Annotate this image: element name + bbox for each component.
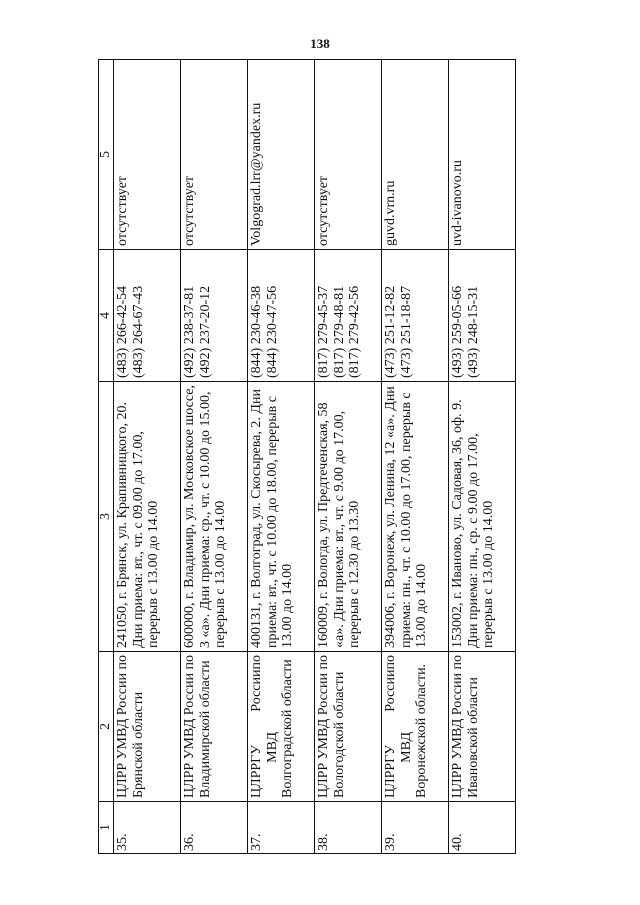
- org-word: ЦЛРР: [383, 762, 398, 798]
- column-header: 4: [99, 250, 114, 382]
- org-word: России: [182, 672, 197, 716]
- org-word: по: [249, 655, 264, 670]
- org-word: России: [316, 672, 331, 716]
- contact-table: [98, 59, 516, 854]
- org-word: России: [249, 669, 264, 712]
- site-cell: Volgograd.lrr@yandex.ru: [248, 60, 315, 250]
- site-cell: отсутствует: [181, 60, 248, 250]
- org-word: ЦЛРР: [182, 762, 197, 798]
- org-word: России: [115, 672, 130, 716]
- phone-cell: (483) 266-42-54 (483) 264-67-43: [114, 250, 181, 382]
- phone-cell: (473) 251-12-82 (473) 251-18-87: [382, 250, 449, 382]
- org-region: Ивановской области: [465, 677, 481, 798]
- org-region: Волгоградской области: [280, 659, 296, 798]
- rotated-table-wrapper: [98, 60, 500, 854]
- org-word: УМВД: [182, 718, 197, 760]
- phone-cell: (492) 238-37-81 (492) 237-20-12: [181, 250, 248, 382]
- table-row: [449, 60, 516, 854]
- site-cell: guvd.vrn.ru: [382, 60, 449, 250]
- org-word: ЦЛРР: [249, 762, 264, 798]
- organization-cell: [181, 652, 248, 802]
- org-word: по: [316, 655, 331, 670]
- org-word: России: [383, 669, 398, 712]
- org-word: ЦЛРР: [316, 762, 331, 798]
- table-row: [315, 60, 382, 854]
- row-number: 39.: [382, 802, 449, 854]
- row-number: 36.: [181, 802, 248, 854]
- address-cell: 600000, г. Владимир, ул. Московское шоссе, 3 «а». Дни приема: ср., чт. с 10.00 до 15.00, перерыв с 13.00 до 14.00: [181, 382, 248, 652]
- org-word: по: [182, 655, 197, 670]
- org-region: Воронежской области.: [414, 663, 430, 798]
- address-cell: 241050, г. Брянск, ул. Крапивницкого, 20. Дни приема: вт., чт. с 09.00 до 17.00, перерыв с 13.00 до 14.00: [114, 382, 181, 652]
- organization-cell: [315, 652, 382, 802]
- org-word: России: [450, 672, 465, 716]
- address-cell: 153002, г. Иваново, ул. Садовая, 36, оф. 9. Дни приема: пн., ср. с 9.00 до 17.00, перерыв с 13.00 до 14.00: [449, 382, 516, 652]
- row-number: 37.: [248, 802, 315, 854]
- address-cell: 394006, г. Воронеж, ул. Ленина, 12 «а». Дни приема: пн., чт. с 10.00 до 17.00, перерыв с 13.00 до 14.00: [382, 382, 449, 652]
- column-header: 5: [99, 60, 114, 250]
- table-row: [181, 60, 248, 854]
- header-row: [99, 60, 114, 854]
- organization-cell: [382, 652, 449, 802]
- table-row: [248, 60, 315, 854]
- row-number: 40.: [449, 802, 516, 854]
- row-number: 38.: [315, 802, 382, 854]
- org-word: УМВД: [115, 718, 130, 760]
- organization-cell: [248, 652, 315, 802]
- org-word: ГУ МВД: [383, 732, 414, 763]
- site-cell: отсутствует: [114, 60, 181, 250]
- column-header: 1: [99, 802, 114, 854]
- site-cell: отсутствует: [315, 60, 382, 250]
- phone-cell: (817) 279-45-37 (817) 279-48-81 (817) 279-42-56: [315, 250, 382, 382]
- org-word: ГУ МВД: [249, 732, 280, 763]
- org-word: УМВД: [316, 718, 331, 760]
- row-number: 35.: [114, 802, 181, 854]
- org-region: Владимирской области: [197, 660, 213, 798]
- address-cell: 160009, г. Вологда, ул. Предтеченская, 58 «а». Дни приема: вт., чт. с 9.00 до 17.00, перерыв с 12.30 до 13.30: [315, 382, 382, 652]
- org-region: Вологодской области: [331, 671, 347, 798]
- phone-cell: (844) 230-46-38 (844) 230-47-56: [248, 250, 315, 382]
- org-word: по: [450, 655, 465, 670]
- org-word: по: [115, 655, 130, 670]
- org-word: ЦЛРР: [450, 762, 465, 798]
- org-word: ЦЛРР: [115, 762, 130, 798]
- org-word: по: [383, 655, 398, 670]
- organization-cell: [114, 652, 181, 802]
- site-cell: uvd-ivanovo.ru: [449, 60, 516, 250]
- table-row: [114, 60, 181, 854]
- address-cell: 400131, г. Волгоград, ул. Скосырева, 2. Дни приема: вт., чт. с 10.00 до 18.00, перерыв с 13.00 до 14.00: [248, 382, 315, 652]
- org-word: УМВД: [450, 718, 465, 760]
- table-row: [382, 60, 449, 854]
- phone-cell: (493) 259-05-66 (493) 248-15-31: [449, 250, 516, 382]
- organization-cell: [449, 652, 516, 802]
- column-header: 3: [99, 382, 114, 652]
- page-number: 138: [310, 36, 330, 51]
- column-header: 2: [99, 652, 114, 802]
- org-region: Брянской области: [130, 691, 146, 798]
